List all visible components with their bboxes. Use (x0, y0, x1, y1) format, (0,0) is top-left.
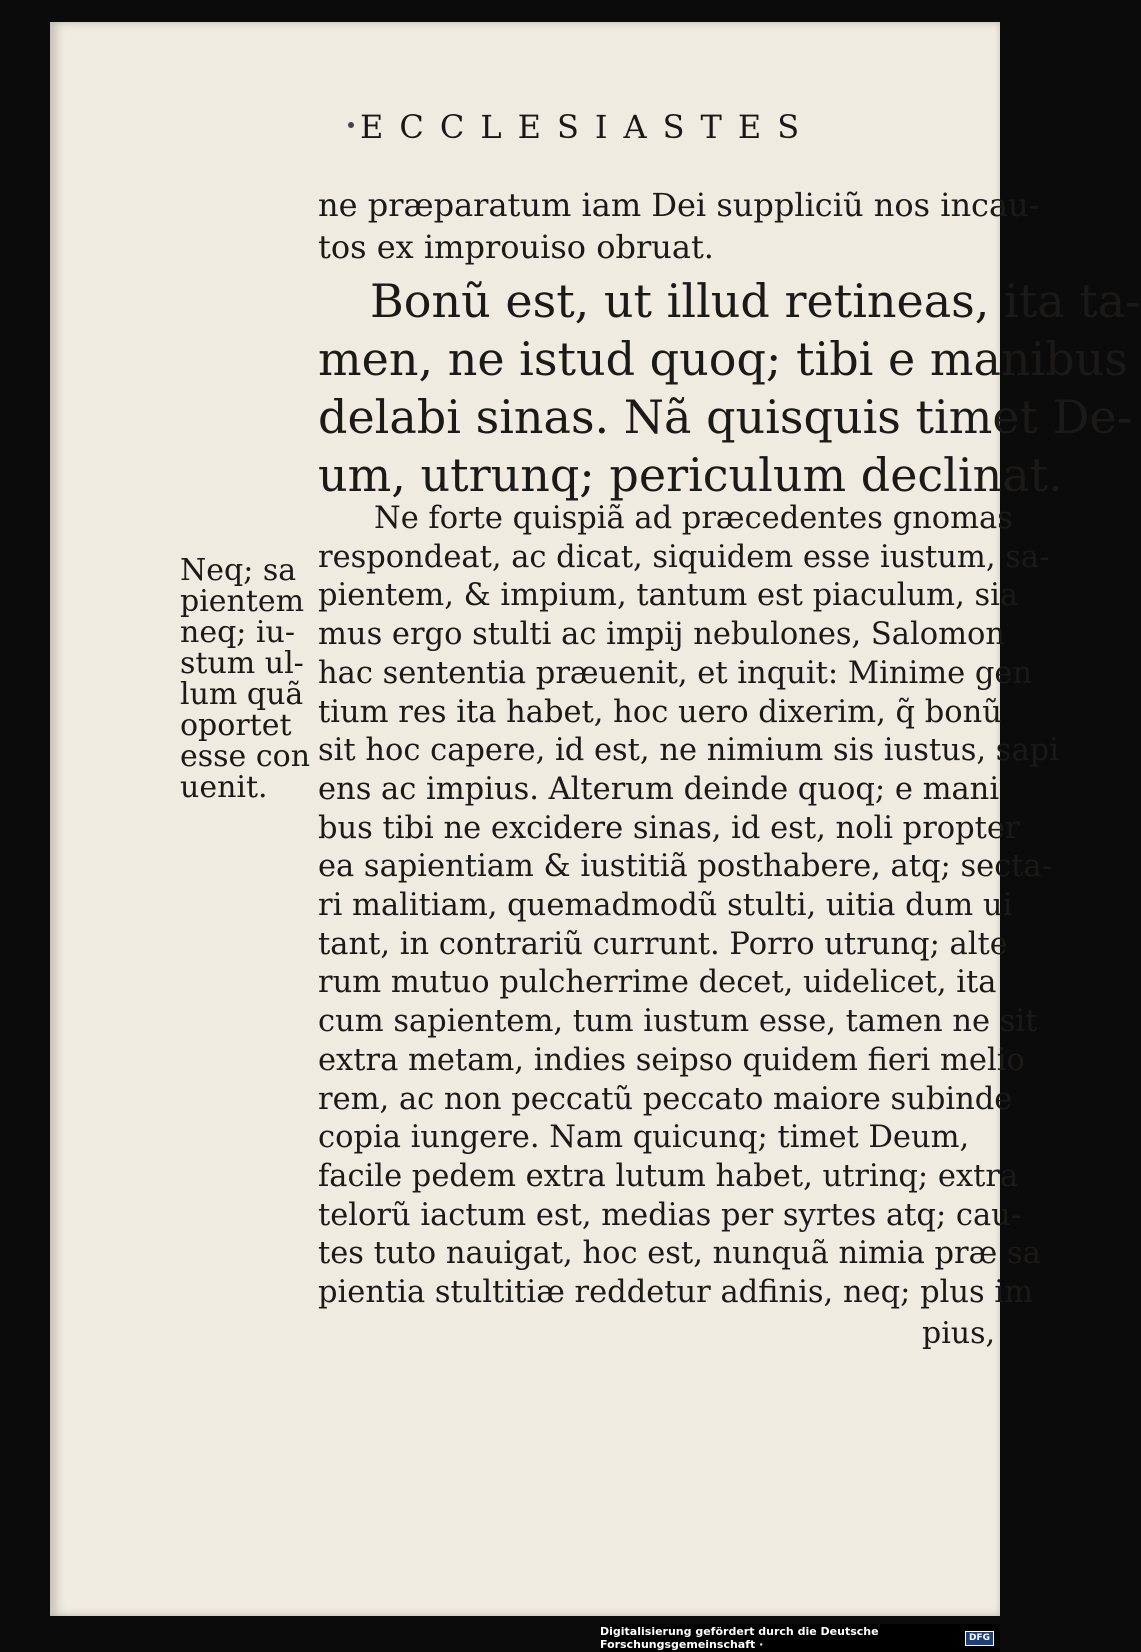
commentary-line: extra metam, indies seipso quidem fieri melio (318, 1042, 1025, 1078)
dfg-logo-icon: DFG (965, 1631, 994, 1646)
catchword: pius, (922, 1316, 996, 1351)
commentary-line: copia iungere. Nam quicunq; timet Deum, (318, 1120, 970, 1156)
marginal-line: Neq; sa (180, 553, 297, 588)
commentary-line: ens ac impius. Alterum deinde quoq; e mani (318, 771, 1000, 807)
verse-line: um, utrunq; periculum declinat. (318, 448, 1063, 502)
verse-text (318, 272, 1141, 504)
digitization-footer (600, 1624, 1000, 1652)
commentary-line: bus tibi ne excidere sinas, id est, noli propter (318, 810, 1020, 846)
marginal-line: pientem (180, 584, 305, 619)
ornament-dot (348, 122, 354, 128)
continuation-text (318, 184, 1040, 268)
footer-text: Digitalisierung gefördert durch die Deutsche Forschungsgemeinschaft · (600, 1625, 879, 1651)
commentary-text (318, 500, 1059, 1313)
marginal-line: lum quã (180, 677, 304, 712)
commentary-line: ea sapientiam & iustitiã posthabere, atq; secta- (318, 849, 1053, 885)
marginal-line: uenit. (180, 770, 268, 805)
commentary-line: tant, in contrariũ currunt. Porro utrunq; alte (318, 926, 1008, 962)
commentary-line: pientem, & impium, tantum est piaculum, sia (318, 578, 1019, 614)
commentary-line: Ne forte quispiã ad præcedentes gnomas (374, 501, 1013, 536)
verse-line: delabi sinas. Nã quisquis timet De- (318, 390, 1133, 444)
commentary-line: tes tuto nauigat, hoc est, nunquã nimia præ sa (318, 1236, 1041, 1272)
commentary-line: telorũ iactum est, medias per syrtes atq; cau- (318, 1197, 1022, 1233)
commentary-line: rem, ac non peccatũ peccato maiore subinde (318, 1081, 1013, 1117)
commentary-line: cum sapientem, tum iustum esse, tamen ne sit (318, 1004, 1038, 1040)
marginal-note (180, 555, 312, 803)
book-page (50, 22, 1141, 1616)
commentary-line: sit hoc capere, id est, ne nimium sis iustus, sapi (318, 733, 1059, 769)
continuation-line: tos ex improuiso obruat. (318, 228, 714, 266)
commentary-line: rum mutuo pulcherrime decet, uidelicet, ita (318, 965, 997, 1001)
commentary-line: pientia stultitiæ reddetur adfinis, neq; plus im (318, 1275, 1034, 1311)
commentary-line: respondeat, ac dicat, siquidem esse iustum, sa- (318, 539, 1050, 575)
marginal-line: neq; iu- (180, 615, 295, 650)
verse-line: Bonũ est, ut illud retineas, ita ta- (370, 274, 1141, 328)
commentary-line: mus ergo stulti ac impij nebulones, Salomon (318, 617, 1006, 653)
continuation-line: ne præparatum iam Dei suppliciũ nos incau- (318, 186, 1040, 224)
commentary-line: facile pedem extra lutum habet, utrinq; extra (318, 1158, 1019, 1194)
running-head: ECCLESIASTES (360, 108, 816, 146)
marginal-line: stum ul- (180, 646, 304, 681)
commentary-line: hac sententia præuenit, et inquit: Minime gen (318, 655, 1033, 691)
commentary-line: tium res ita habet, hoc uero dixerim, q̃ bonũ (318, 694, 1002, 730)
commentary-line: ri malitiam, quemadmodũ stulti, uitia dum ui (318, 888, 1013, 924)
verse-line: men, ne istud quoq; tibi e manibus (318, 332, 1128, 386)
marginal-line: oportet (180, 708, 292, 743)
marginal-line: esse con (180, 739, 311, 774)
